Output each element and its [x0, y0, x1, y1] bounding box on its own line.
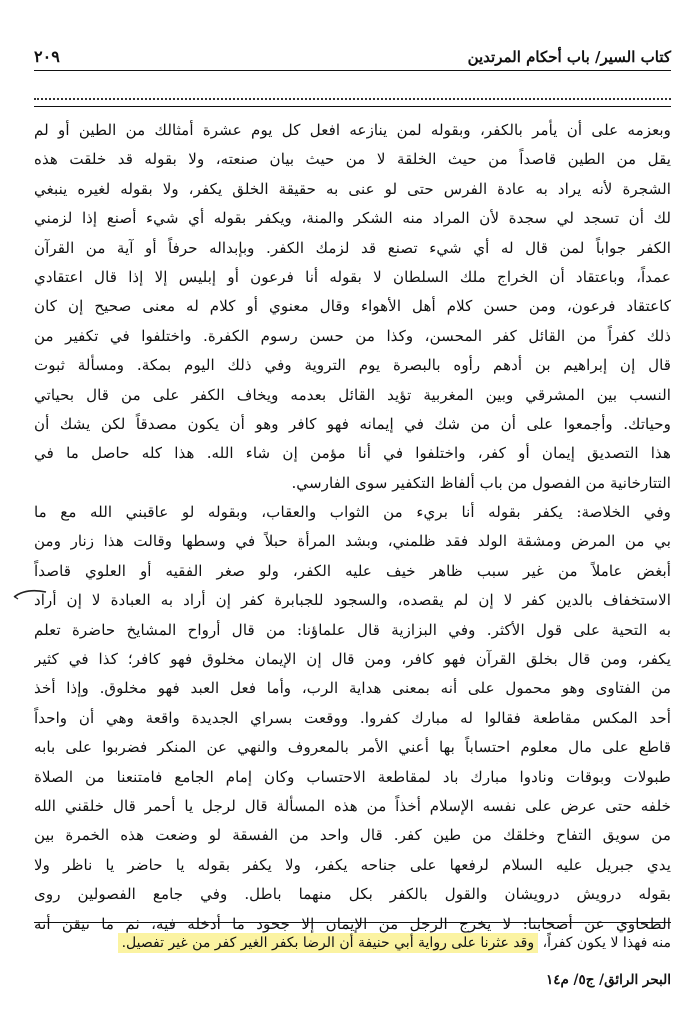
text-line: ذلك كفراً من القائل كفر المحسن، وكذا من حسن رسوم الكفرة. واختلفوا في تكفير من: [34, 326, 671, 345]
footnote-rule: [34, 922, 671, 923]
running-header: [34, 36, 671, 71]
text-line: يدي جبريل عليه السلام لرفعها على جناحه يكفر، ولا يكفر بقوله يا حاضر يا ناظر ولا: [34, 855, 671, 874]
text-line: النسب بين المشرقي وبين المغربية تؤيد القائل بعدمه ويخاف الكفر على من قال بحياتي: [34, 385, 671, 404]
text-line: الشجرة لأنه يراد به عادة الفرس حتى لو عنى به حقيقة الخلق يكفر، ولا بقوله لغيره ينبغي: [34, 179, 671, 198]
text-line: به التحية على قول الأكثر. وفي البزازية قال علماؤنا: من قال أرواح المشايخ حاضرة تعلم: [34, 620, 671, 639]
footnote-highlight: وقد عثرنا على رواية أبي حنيفة أن الرضا بكفر الغير كفر من غير تفصيل.: [118, 933, 539, 953]
text-line: يقل من الطين قاصداً من حيث الخلقة لا من حيث بيان صنعته، ولا بقوله قد خلقت هذه: [34, 150, 671, 169]
text-line: بي من المرض ومشقة الولد فقد ظلمني، وبشد المرأة حبلاً في وسطها وقالت هذا زنار ومن: [34, 532, 671, 551]
text-line: من سويق التفاح وخلقك من طين كفر. قال واحد من الفسقة لو وضعت هذه الخمرة بين: [34, 826, 671, 845]
text-line: التتارخانية من الفصول من باب ألفاظ التكفير سوى الفارسي.: [291, 473, 671, 492]
text-line: الاستخفاف بالدين كفر لا إن لم يقصده، والسجود للجبابرة كفر إن أراد به العبادة لا إن أراد: [34, 591, 671, 610]
text-line: وفي الخلاصة: يكفر بقوله أنا بريء من الثواب والعقاب، وبقوله لو عاقبني الله مع ما: [34, 503, 671, 522]
text-line: وبعزمه على أن يأمر بالكفر، وبقوله لمن ينازعه افعل كل يوم عشرة أمثالك من الطين أو لم: [34, 121, 671, 139]
text-line: من الفتاوى وهو محمول على أنه بمعنى هداية الرب، وأما فعل العبد فهو مخلوق. وإذا أخذ: [34, 679, 671, 698]
margin-mark-icon: [12, 583, 48, 605]
text-line: أبغض عاملاً من غير سبب ظاهر خيف عليه الكفر، ولو صغر الفقيه أو العلوي قاصداً: [34, 561, 671, 580]
body-text: [34, 116, 671, 939]
header-rule: [34, 106, 671, 107]
footer-signature: البحر الرائق/ ج٥/ م١٤: [545, 972, 671, 988]
page-number: ٢٠٩: [34, 47, 60, 66]
text-line: أحد المكس مقاطعة فقالوا له مبارك كفروا. ووقعت بسراي الجديدة واقعة وهي أن واحداً: [34, 708, 671, 727]
text-line: الكفر جواباً لمن قال له أي شيء تصنع قد لزمك الكفر. وبإبداله حرفاً أو آية من القرآن: [34, 238, 671, 257]
text-line: الطحاوي عن أصحابنا: لا يخرج الرجل من الإيمان إلا جحود ما أدخله فيه، ثم ما تيقن أنه: [34, 914, 671, 933]
text-line: لك أن تسجد لي سجدة لأن المراد منه الشكر والمنة، ويكفر بقوله أي شيء أصنع إذا لزمني: [34, 209, 671, 228]
text-line: يكفر، ومن قال بخلق القرآن فهو كافر، ومن قال إن الإيمان مخلوق فهو كافر؛ كذا في كثير: [34, 650, 671, 669]
text-line: عمداً، وباعتقاد أن الخراج ملك السلطان لا بقوله أنا فرعون أو إبليس إلا إذا قال اعتقادي: [34, 267, 671, 286]
text-line: خلفه حتى عرض على نفسه الإسلام أخذاً من هذه المسألة قال لرجل يا أحمر قال خلقني الله: [34, 796, 671, 815]
text-line: قال إن إبراهيم بن أدهم رأوه بالبصرة يوم التروية وفي ذلك اليوم بمكة. ومسألة ثبوت: [34, 356, 671, 375]
text-line: قاطع على مال معلوم احتساباً بها أعني الأمر بالمعروف والنهي عن المنكر فضربوا على بابه: [34, 738, 671, 757]
text-line: هذا التصديق إيمان أو كفر، واختلفوا في أنا مؤمن إن شاء الله. هذا كله حاصل ما في: [34, 444, 671, 463]
text-line: كاعتقاد فرعون، ومن حسن كلام أهل الأهواء وقال معنوي أو كلام له معنى صحيح إن كان: [34, 297, 671, 316]
header-title: كتاب السير/ باب أحكام المرتدين: [467, 48, 671, 66]
text-line: بقوله درويش درويشان والقول بالكفر بكل منهما باطل. وفي جامع الفصولين روى: [34, 885, 671, 904]
footnote: [34, 930, 671, 956]
footnote-prefix: منه فهذا لا يكون كفراً،: [542, 935, 671, 951]
text-line: وحياتك. وأجمعوا على أن من شك في إيمانه فهو كافر وهو أن يكون مصدقاً لكن يشك أن: [34, 414, 671, 433]
text-line: طبولات وبوقات ونادوا مبارك باد لمقاطعة الاحتساب وكان إمام الجامع فامتنعنا من الصلاة: [34, 767, 671, 786]
dotted-separator: [34, 84, 671, 100]
